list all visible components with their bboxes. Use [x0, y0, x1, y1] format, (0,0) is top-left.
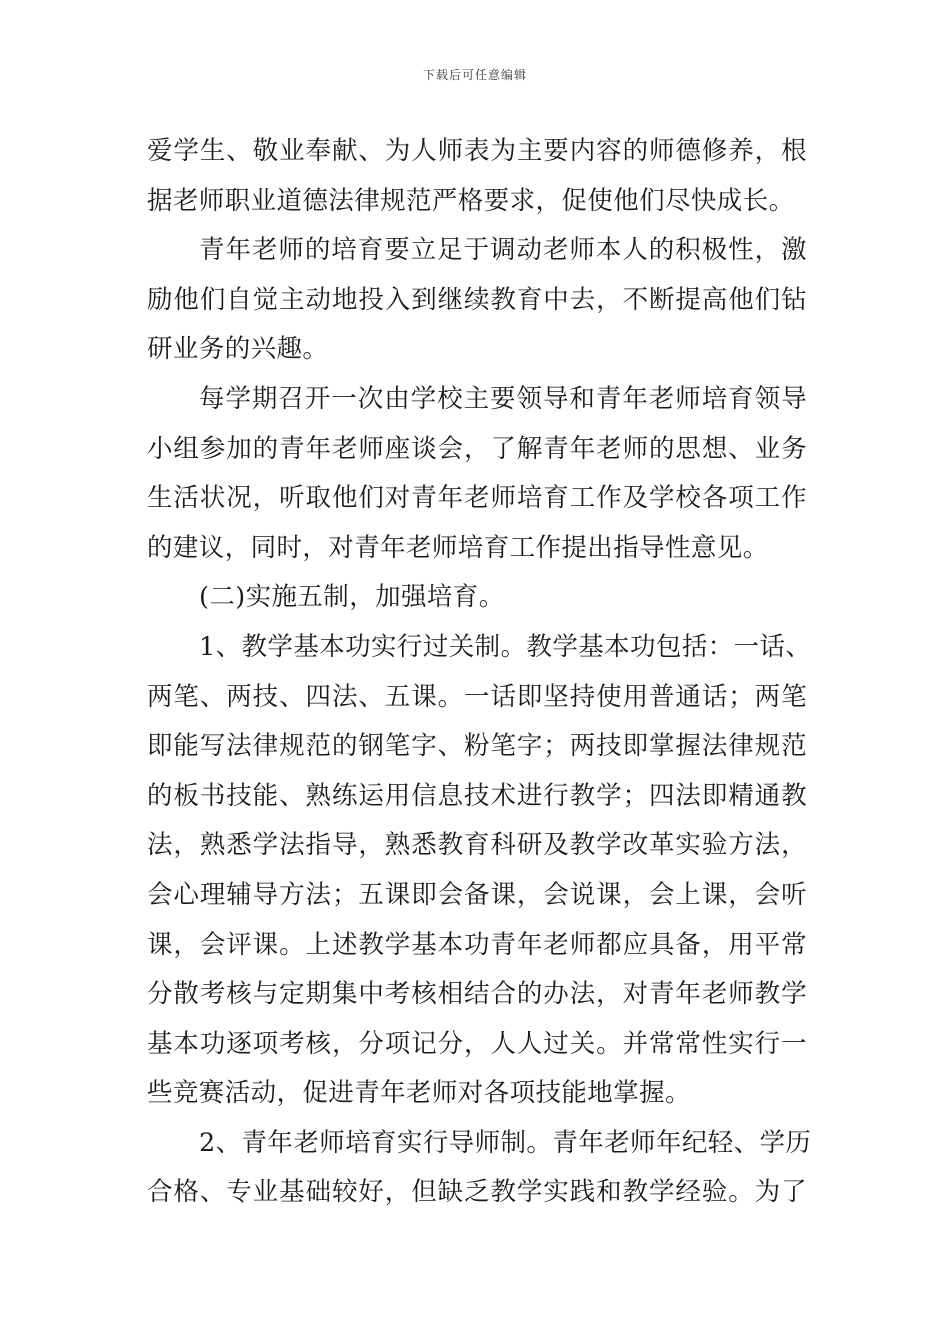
text-line: 即能写法律规范的钢笔字、粉笔字；两技即掌握法律规范 — [147, 731, 807, 762]
text-line: 基本功逐项考核，分项记分，人人过关。并常常性实行一 — [147, 1028, 807, 1059]
text-line: 两笔、两技、四法、五课。一话即坚持使用普通话；两笔 — [147, 681, 807, 712]
text-line: 生活状况，听取他们对青年老师培育工作及学校各项工作 — [147, 483, 807, 514]
text-line: 小组参加的青年老师座谈会，了解青年老师的思想、业务 — [147, 433, 807, 464]
text-line: 法，熟悉学法指导，熟悉教育科研及教学改革实验方法， — [147, 830, 807, 861]
text-line: 据老师职业道德法律规范严格要求，促使他们尽快成长。 — [147, 185, 795, 216]
text-line: 课，会评课。上述教学基本功青年老师都应具备，用平常 — [147, 929, 807, 960]
text-line: 每学期召开一次由学校主要领导和青年老师培育领导 — [199, 383, 807, 414]
section-heading: (二)实施五制，加强培育。 — [199, 582, 505, 613]
text-line: 些竞赛活动，促进青年老师对各项技能地掌握。 — [147, 1078, 691, 1109]
document-body — [147, 127, 812, 1218]
text-line: 会心理辅导方法；五课即会备课，会说课，会上课，会听 — [147, 879, 807, 910]
page-header-note: 下载后可任意编辑 — [422, 68, 527, 82]
text-line: 2、青年老师培育实行导师制。青年老师年纪轻、学历 — [199, 1127, 812, 1158]
text-line: 研业务的兴趣。 — [147, 334, 329, 365]
text-line: 1、教学基本功实行过关制。教学基本功包括：一话、 — [199, 631, 812, 662]
text-line: 分散考核与定期集中考核相结合的办法，对青年老师教学 — [147, 979, 807, 1010]
text-line: 青年老师的培育要立足于调动老师本人的积极性，激 — [199, 235, 807, 266]
text-line: 励他们自觉主动地投入到继续教育中去，不断提高他们钻 — [147, 284, 807, 315]
text-line: 的板书技能、熟练运用信息技术进行教学；四法即精通教 — [147, 780, 807, 811]
text-line: 合格、专业基础较好，但缺乏教学实践和教学经验。为了 — [147, 1177, 807, 1208]
text-line: 的建议，同时，对青年老师培育工作提出指导性意见。 — [147, 532, 769, 563]
text-line: 爱学生、敬业奉献、为人师表为主要内容的师德修养，根 — [147, 136, 807, 166]
